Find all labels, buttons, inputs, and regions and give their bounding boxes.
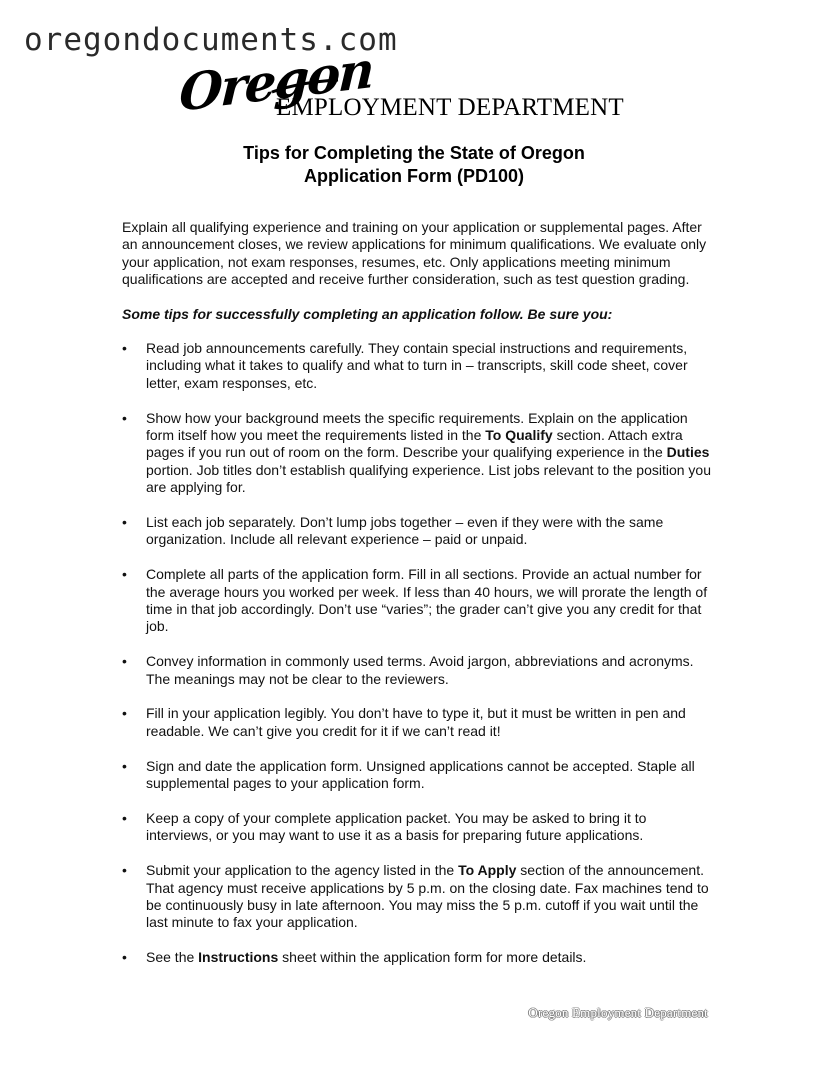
list-item: • Read job announcements carefully. They contain special instructions and requirements, including what it takes to qualify and what to turn in – transcripts, skill code sheet, cover letter, exam responses, etc. (122, 340, 688, 391)
document-body (122, 219, 714, 984)
list-item: • Keep a copy of your complete application packet. You may be asked to bring it to interviews, or you may want to use it as a basis for preparing future applications. (122, 809, 647, 844)
watermark-text: oregondocuments.com (24, 22, 398, 58)
logo-swash-icon (270, 76, 340, 96)
list-item: • See the Instructions sheet within the application form for more details. (122, 949, 587, 966)
page-title-line-2: Application Form (PD100) (303, 166, 525, 186)
bullet-icon: • (122, 809, 127, 826)
tips-list (122, 340, 714, 966)
instructions-term: Instructions (198, 949, 279, 966)
bullet-icon: • (122, 566, 127, 583)
list-item: • Complete all parts of the application form. Fill in all sections. Provide an actual number for the average hours you worked per week. If less than 40 hours, we will prorate the length of time in that job accordingly. Don’t use “varies”; the grader can’t give you any credit for that job. (122, 566, 708, 635)
page-title-line-1: Tips for Completing the State of Oregon (243, 143, 585, 163)
bullet-icon: • (122, 862, 127, 879)
bullet-icon: • (122, 653, 127, 670)
tips-lead-in: Some tips for successfully completing an application follow. Be sure you: (122, 305, 613, 322)
intro-paragraph: Explain all qualifying experience and training on your application or supplemental pages. After an announcement closes, we review applications for minimum qualifications. We evaluate only your application, not exam responses, resumes, etc. Only applications meeting minimum qualifications are accepted and receive further consideration, such as test question grading. (122, 219, 707, 288)
oregon-employment-logo (178, 39, 658, 138)
footer-department-name: Oregon Employment Department (528, 1005, 708, 1020)
to-apply-term: To Apply (458, 862, 517, 879)
bullet-icon: • (122, 705, 127, 722)
list-item: • List each job separately. Don’t lump jobs together – even if they were with the same organization. Include all relevant experience – paid or unpaid. (122, 514, 664, 548)
bullet-icon: • (122, 409, 127, 426)
logo-department-text: EMPLOYMENT DEPARTMENT (276, 94, 624, 121)
list-item: • Show how your background meets the specific requirements. Explain on the application form itself how you meet the requirements listed in the To Qualify section. Attach extra pages if you run out of room on the form. Describe your qualifying experience in the Duties portion. Job titles don’t establish qualifying experience. List jobs relevant to the position you are applying for. (122, 409, 712, 496)
bullet-icon: • (122, 340, 127, 357)
bullet-icon: • (122, 949, 127, 966)
list-item: • Sign and date the application form. Unsigned applications cannot be accepted. Staple all supplemental pages to your application form. (122, 757, 695, 792)
list-item: • Fill in your application legibly. You don’t have to type it, but it must be written in pen and readable. We can’t give you credit for it if we can’t read it! (122, 705, 686, 739)
duties-term: Duties (666, 444, 710, 461)
bullet-icon: • (122, 514, 127, 531)
to-qualify-term: To Qualify (485, 427, 553, 444)
list-item: • Submit your application to the agency listed in the To Apply section of the announcement. That agency must receive applications by 5 p.m. on the closing date. Fax machines tend to be continuously busy in late afternoon. You may miss the 5 p.m. cutoff if you wait until the last minute to fax your application. (122, 862, 709, 931)
list-item: • Convey information in commonly used terms. Avoid jargon, abbreviations and acronyms. The meanings may not be clear to the reviewers. (122, 653, 694, 687)
logo-script-oregon: Oregon (178, 39, 375, 123)
bullet-icon: • (122, 757, 127, 774)
